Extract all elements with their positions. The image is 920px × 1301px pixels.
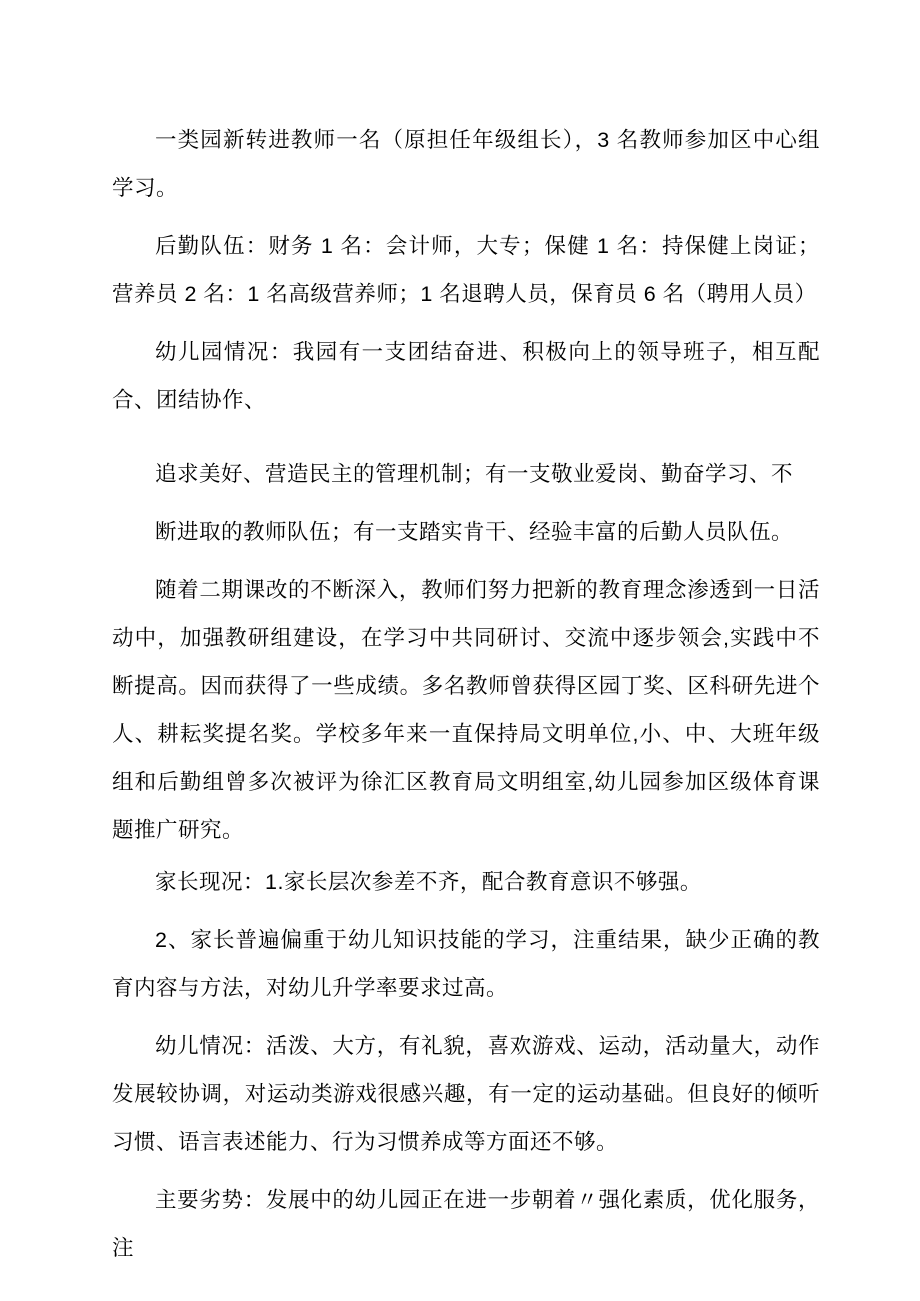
paragraph: 主要劣势：发展中的幼儿园正在进一步朝着〃强化素质，优化服务，注 [112, 1188, 820, 1260]
paragraph: 一类园新转进教师一名（原担任年级组长），3 名教师参加区中心组学习。 [112, 128, 820, 200]
paragraph: 家长现况：1.家长层次参差不齐，配合教育意识不够强。 [155, 870, 702, 894]
paragraph: 随着二期课改的不断深入，教师们努力把新的教育理念渗透到一日活动中，加强教研组建设，在学习中共同研讨、交流中逐步领会,实践中不断提高。因而获得了一些成绩。多名教师曾获得区园丁奖、区科研先进个人、耕耘奖提名奖。学校多年来一直保持局文明单位,小、中、大班年级组和后勤组曾多次被评为徐汇区教育局文明组室,幼儿园参加区级体育课题推广研究。 [112, 578, 820, 842]
paragraph: 幼儿情况：活泼、大方，有礼貌，喜欢游戏、运动，活动量大，动作发展较协调，对运动类游戏很感兴趣，有一定的运动基础。但良好的倾听习惯、语言表述能力、行为习惯养成等方面还不够。 [112, 1034, 820, 1154]
paragraph: 断进取的教师队伍；有一支踏实肯干、经验丰富的后勤人员队伍。 [155, 520, 794, 544]
paragraph: 2、家长普遍偏重于幼儿知识技能的学习，注重结果，缺少正确的教育内容与方法，对幼儿升学率要求过高。 [112, 928, 820, 1000]
paragraph: 追求美好、营造民主的管理机制；有一支敬业爱岗、勤奋学习、不 [155, 462, 794, 486]
paragraph: 后勤队伍：财务 1 名：会计师，大专；保健 1 名：持保健上岗证；营养员 2 名：1 名高级营养师；1 名退聘人员，保育员 6 名（聘用人员） [112, 234, 820, 306]
paragraph: 幼儿园情况：我园有一支团结奋进、积极向上的领导班子，相互配合、团结协作、 [112, 340, 820, 412]
